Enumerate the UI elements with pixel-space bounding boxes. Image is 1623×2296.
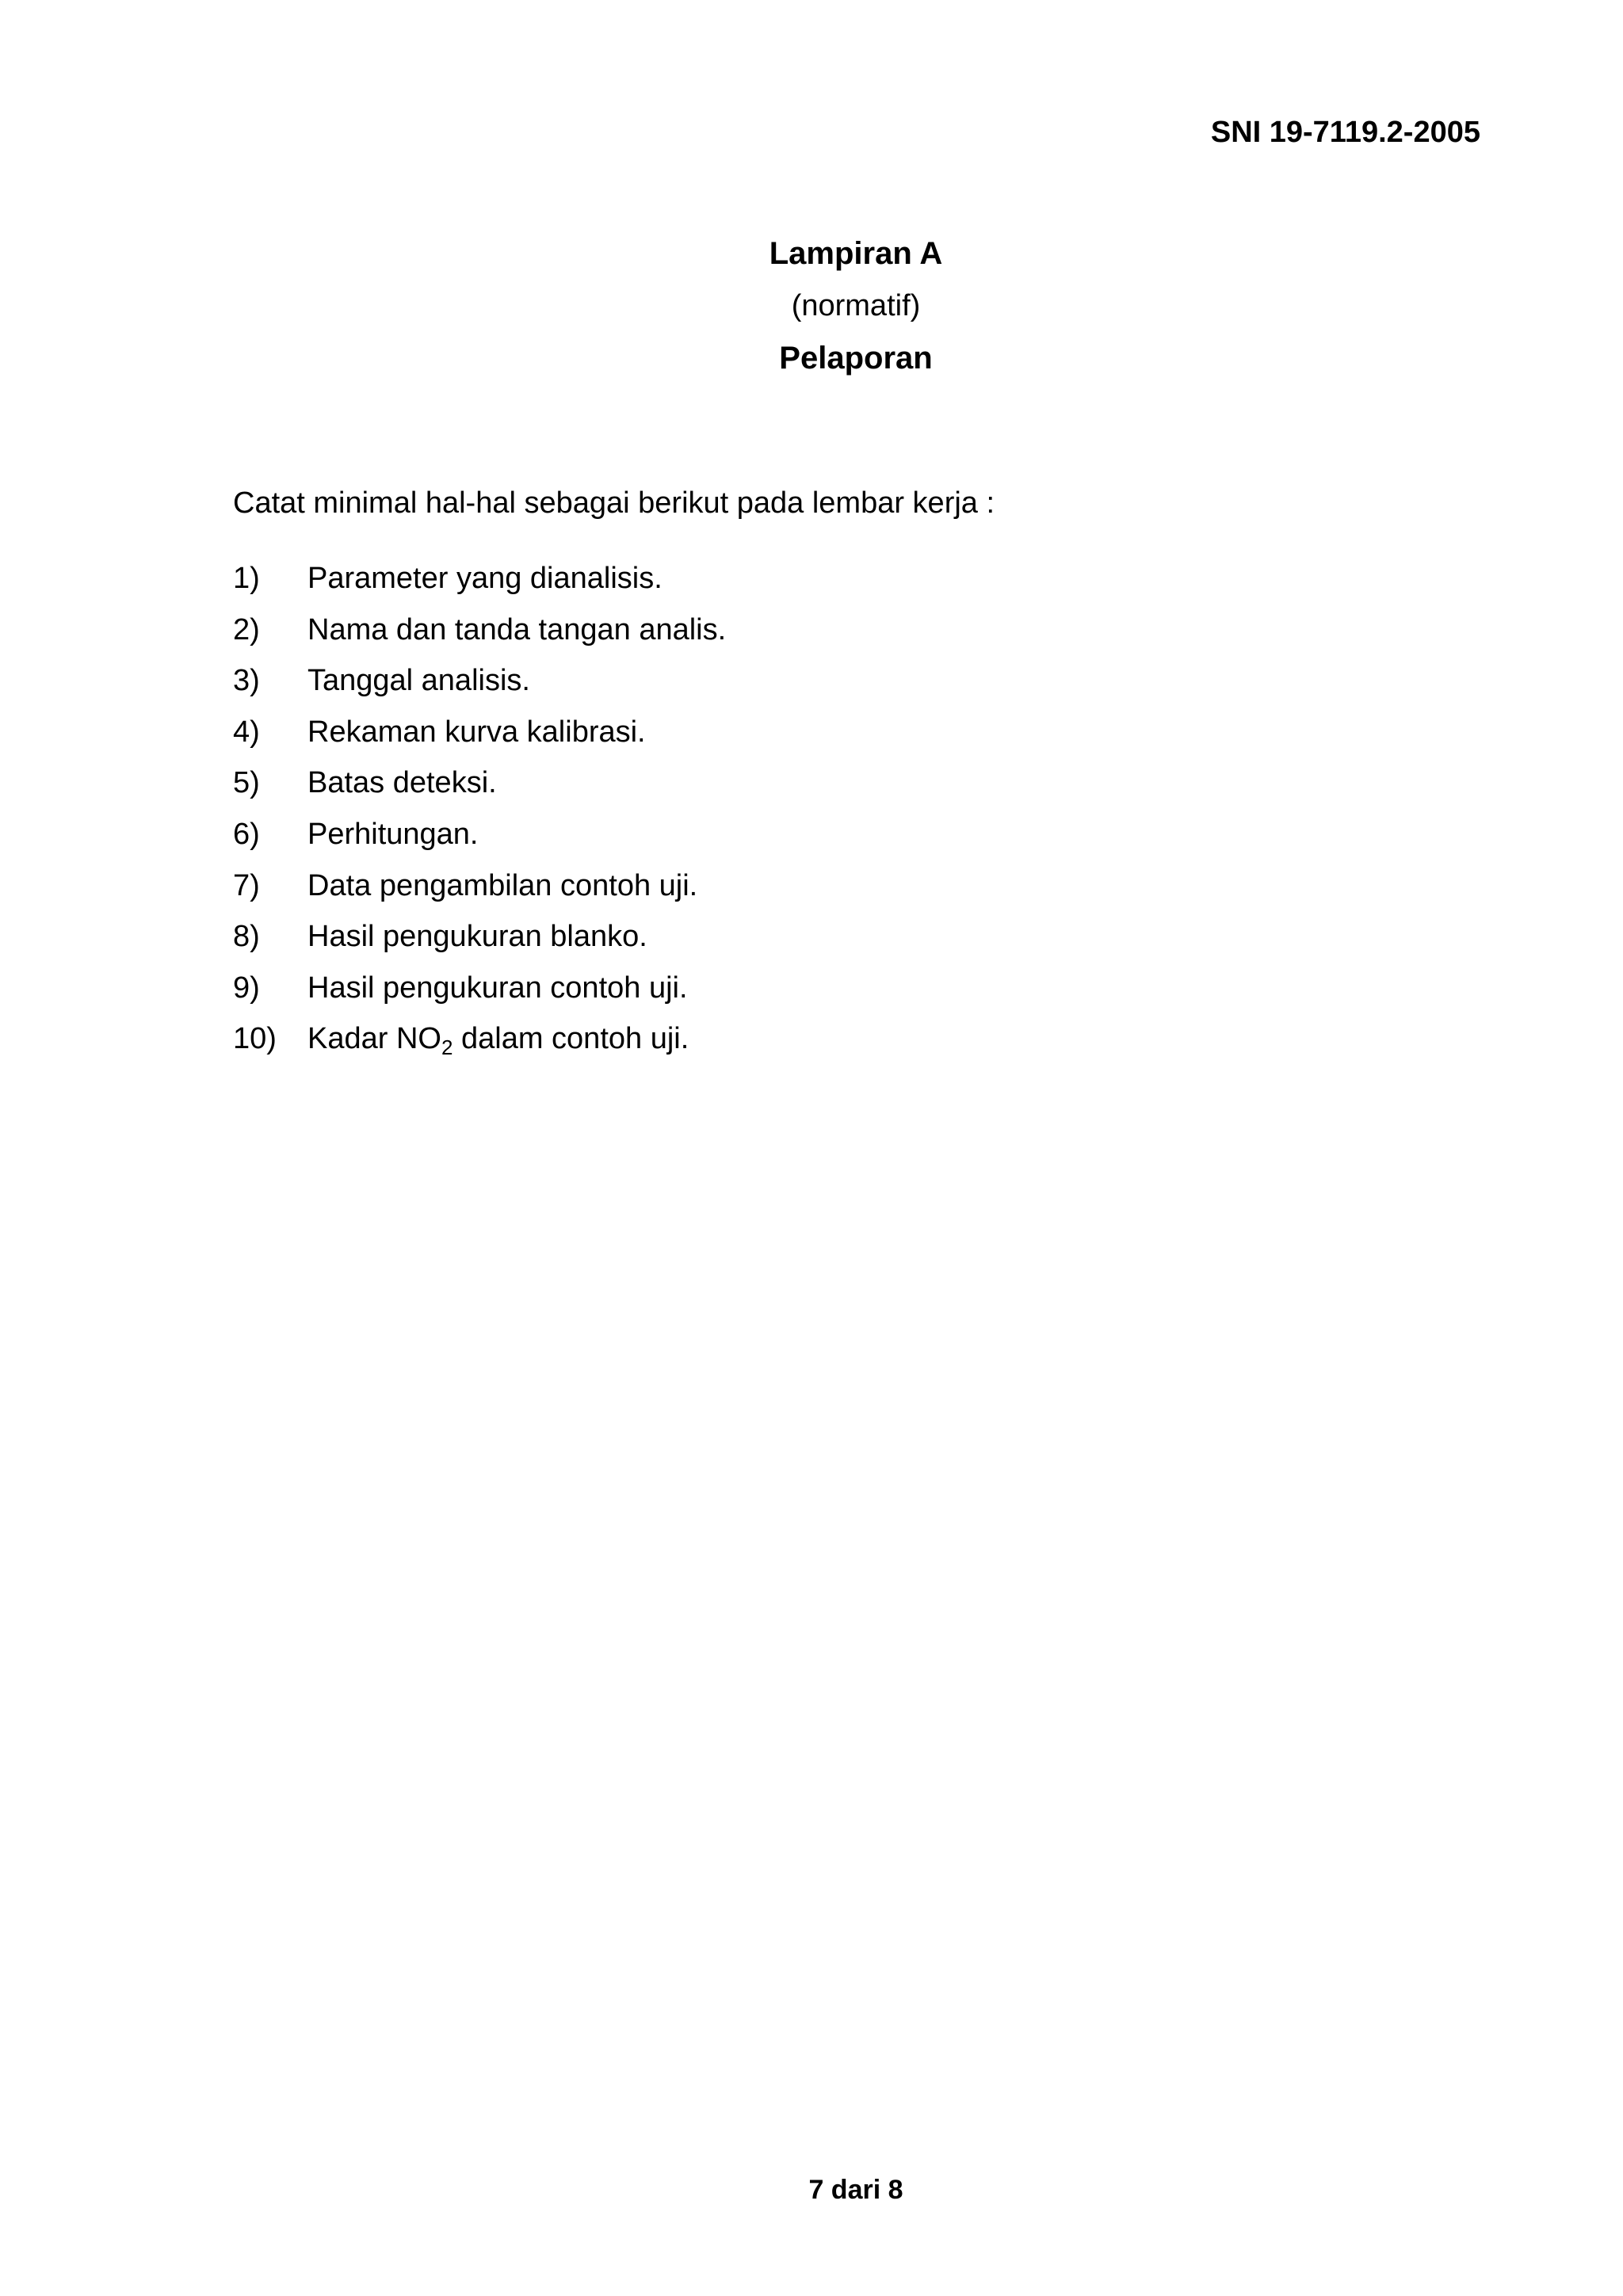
intro-paragraph: Catat minimal hal-hal sebagai berikut pada lembar kerja : (233, 486, 995, 520)
list-item-text: Perhitungan. (307, 817, 479, 851)
annex-title: Lampiran A (769, 236, 943, 271)
list-item (233, 655, 726, 707)
page-number: 7 dari 8 (808, 2175, 903, 2205)
list-item-number: 2) (233, 612, 260, 646)
list-item (233, 911, 726, 963)
list-item-text-after: dalam contoh uji. (453, 1022, 689, 1056)
requirements-list (233, 553, 726, 1065)
list-item (233, 757, 726, 809)
list-item-text: Hasil pengukuran blanko. (307, 920, 647, 954)
list-item-number: 3) (233, 664, 260, 698)
list-item (233, 963, 726, 1014)
annex-subject: Pelaporan (779, 341, 933, 376)
list-item-text: Hasil pengukuran contoh uji. (307, 971, 688, 1005)
list-item (233, 605, 726, 656)
subscript: 2 (441, 1035, 453, 1060)
list-item (233, 1013, 726, 1065)
list-item-text: Batas deteksi. (307, 766, 497, 800)
list-item-number: 1) (233, 562, 260, 595)
list-item-number: 4) (233, 715, 260, 749)
list-item-number: 8) (233, 920, 260, 954)
annex-heading (0, 228, 1623, 383)
list-item (233, 707, 726, 758)
list-item (233, 809, 726, 860)
list-item-text-before: Kadar NO (307, 1022, 441, 1056)
list-item-number: 5) (233, 766, 260, 800)
list-item-text: Rekaman kurva kalibrasi. (307, 715, 646, 749)
list-item-number: 6) (233, 817, 260, 851)
list-item-text: Tanggal analisis. (307, 664, 530, 698)
list-item (233, 553, 726, 605)
list-item (233, 860, 726, 912)
list-item-text: Nama dan tanda tangan analis. (307, 612, 727, 646)
document-code: SNI 19-7119.2-2005 (1210, 116, 1480, 149)
list-item-number: 9) (233, 971, 260, 1005)
list-item-number: 7) (233, 868, 260, 902)
list-item-text: Data pengambilan contoh uji. (307, 868, 698, 902)
annex-type: (normatif) (791, 289, 921, 322)
list-item-text: Parameter yang dianalisis. (307, 562, 663, 595)
list-item-number: 10) (233, 1022, 277, 1056)
